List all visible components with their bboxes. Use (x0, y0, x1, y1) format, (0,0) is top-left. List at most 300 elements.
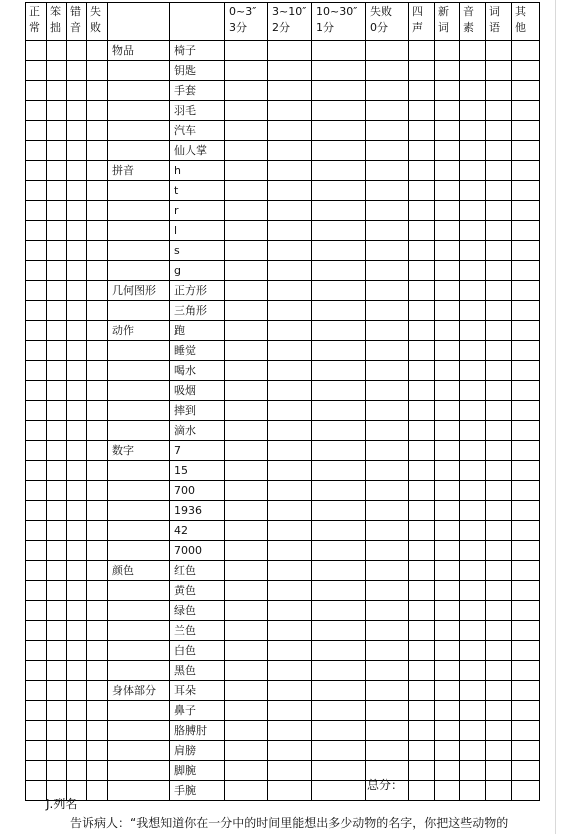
score-cell (26, 381, 47, 401)
score-cell (486, 321, 512, 341)
score-cell (366, 261, 409, 281)
score-cell (26, 341, 47, 361)
table-row (26, 521, 540, 541)
score-cell (268, 61, 312, 81)
item-cell: g (170, 261, 225, 281)
column-header (47, 3, 67, 41)
score-cell (366, 221, 409, 241)
table-body (26, 41, 540, 801)
score-cell (26, 761, 47, 781)
score-cell (225, 301, 268, 321)
score-cell (312, 81, 366, 101)
score-cell (512, 641, 540, 661)
score-cell (486, 61, 512, 81)
column-header-line: 正 (29, 5, 40, 18)
score-cell (512, 341, 540, 361)
score-cell (268, 141, 312, 161)
column-header (312, 3, 366, 41)
score-cell (366, 581, 409, 601)
score-cell (47, 401, 67, 421)
score-cell (268, 301, 312, 321)
score-cell (47, 721, 67, 741)
category-cell (108, 481, 170, 501)
score-cell (225, 121, 268, 141)
score-cell (486, 421, 512, 441)
score-cell (47, 421, 67, 441)
score-cell (435, 761, 460, 781)
score-cell (87, 781, 108, 801)
item-cell: 手腕 (170, 781, 225, 801)
score-cell (225, 341, 268, 361)
score-cell (26, 281, 47, 301)
score-cell (26, 201, 47, 221)
score-cell (87, 381, 108, 401)
category-cell (108, 341, 170, 361)
score-cell (47, 121, 67, 141)
column-header-line: 词 (438, 21, 449, 34)
score-cell (268, 401, 312, 421)
score-cell (268, 501, 312, 521)
score-cell (225, 581, 268, 601)
score-cell (512, 621, 540, 641)
total-score-label: 总分： (367, 778, 404, 792)
score-cell (366, 661, 409, 681)
column-header-line: 常 (29, 21, 40, 34)
score-cell (312, 141, 366, 161)
score-cell (268, 541, 312, 561)
item-cell: r (170, 201, 225, 221)
score-cell (87, 441, 108, 461)
score-cell (312, 481, 366, 501)
score-cell (512, 721, 540, 741)
score-cell (460, 741, 486, 761)
score-cell (460, 461, 486, 481)
score-cell (312, 781, 366, 801)
score-cell (409, 601, 435, 621)
score-cell (67, 221, 87, 241)
score-cell (87, 741, 108, 761)
score-cell (67, 41, 87, 61)
category-cell (108, 201, 170, 221)
score-cell (512, 741, 540, 761)
score-cell (460, 261, 486, 281)
score-cell (67, 281, 87, 301)
column-header-line: 3分 (229, 21, 247, 34)
score-cell (47, 301, 67, 321)
table-header-row (26, 3, 540, 41)
score-cell (312, 241, 366, 261)
score-cell (435, 381, 460, 401)
item-cell: 正方形 (170, 281, 225, 301)
score-cell (87, 121, 108, 141)
score-cell (268, 221, 312, 241)
table-row (26, 741, 540, 761)
score-cell (67, 441, 87, 461)
column-header (409, 3, 435, 41)
score-cell (47, 481, 67, 501)
score-cell (486, 121, 512, 141)
score-cell (486, 341, 512, 361)
score-cell (225, 761, 268, 781)
score-cell (87, 601, 108, 621)
score-cell (512, 361, 540, 381)
score-cell (26, 301, 47, 321)
score-cell (87, 621, 108, 641)
score-cell (366, 101, 409, 121)
score-cell (268, 81, 312, 101)
score-cell (47, 501, 67, 521)
table-row (26, 341, 540, 361)
score-cell (312, 561, 366, 581)
category-cell: 动作 (108, 321, 170, 341)
score-cell (486, 401, 512, 421)
score-cell (460, 641, 486, 661)
item-cell: 黄色 (170, 581, 225, 601)
score-cell (486, 361, 512, 381)
score-cell (460, 341, 486, 361)
score-cell (460, 581, 486, 601)
table-row (26, 41, 540, 61)
score-cell (268, 421, 312, 441)
score-cell (409, 741, 435, 761)
score-cell (225, 381, 268, 401)
item-cell: 吸烟 (170, 381, 225, 401)
score-cell (312, 401, 366, 421)
item-cell: h (170, 161, 225, 181)
score-cell (435, 121, 460, 141)
score-cell (225, 621, 268, 641)
score-cell (460, 501, 486, 521)
score-cell (312, 461, 366, 481)
score-cell (409, 761, 435, 781)
score-cell (47, 61, 67, 81)
score-cell (512, 121, 540, 141)
score-cell (225, 261, 268, 281)
score-cell (409, 281, 435, 301)
category-cell (108, 541, 170, 561)
score-cell (512, 241, 540, 261)
column-header (435, 3, 460, 41)
category-cell (108, 241, 170, 261)
score-cell (225, 661, 268, 681)
score-cell (47, 261, 67, 281)
score-cell (225, 241, 268, 261)
score-cell (460, 721, 486, 741)
score-cell (312, 501, 366, 521)
score-cell (312, 61, 366, 81)
score-cell (87, 141, 108, 161)
category-cell (108, 501, 170, 521)
score-cell (67, 181, 87, 201)
item-cell: 汽车 (170, 121, 225, 141)
table-row (26, 81, 540, 101)
score-cell (87, 761, 108, 781)
score-cell (366, 701, 409, 721)
score-cell (87, 301, 108, 321)
score-cell (460, 201, 486, 221)
category-cell (108, 361, 170, 381)
score-cell (486, 741, 512, 761)
score-cell (312, 441, 366, 461)
score-cell (460, 301, 486, 321)
item-cell: 白色 (170, 641, 225, 661)
score-cell (366, 481, 409, 501)
table-row (26, 161, 540, 181)
score-cell (312, 721, 366, 741)
score-cell (486, 501, 512, 521)
category-cell (108, 521, 170, 541)
score-cell (435, 441, 460, 461)
category-cell (108, 401, 170, 421)
score-cell (409, 221, 435, 241)
score-cell (460, 561, 486, 581)
score-cell (512, 421, 540, 441)
score-cell (67, 481, 87, 501)
score-cell (26, 181, 47, 201)
score-cell (268, 761, 312, 781)
score-cell (460, 681, 486, 701)
score-cell (268, 101, 312, 121)
score-cell (409, 61, 435, 81)
column-header-line: 音 (70, 21, 81, 34)
score-cell (225, 441, 268, 461)
score-cell (486, 621, 512, 641)
column-header-line: 词 (489, 5, 500, 18)
score-cell (409, 301, 435, 321)
category-cell (108, 581, 170, 601)
table-row (26, 581, 540, 601)
score-cell (312, 221, 366, 241)
column-header-line: 他 (515, 21, 526, 34)
score-cell (47, 381, 67, 401)
score-cell (435, 341, 460, 361)
score-cell (225, 221, 268, 241)
score-cell (225, 201, 268, 221)
score-cell (87, 361, 108, 381)
column-header (26, 3, 47, 41)
score-cell (225, 181, 268, 201)
score-cell (435, 621, 460, 641)
category-cell (108, 61, 170, 81)
score-cell (435, 561, 460, 581)
column-header (486, 3, 512, 41)
item-cell: t (170, 181, 225, 201)
score-cell (26, 661, 47, 681)
score-cell (87, 101, 108, 121)
score-cell (67, 141, 87, 161)
score-cell (409, 681, 435, 701)
score-cell (312, 541, 366, 561)
score-cell (409, 81, 435, 101)
category-cell (108, 721, 170, 741)
score-cell (47, 521, 67, 541)
score-cell (67, 61, 87, 81)
score-cell (486, 441, 512, 461)
score-cell (435, 221, 460, 241)
column-header (108, 3, 170, 41)
score-cell (409, 541, 435, 561)
score-cell (460, 621, 486, 641)
score-cell (409, 581, 435, 601)
score-cell (435, 181, 460, 201)
table-row (26, 621, 540, 641)
score-cell (409, 441, 435, 461)
category-cell (108, 101, 170, 121)
score-cell (47, 621, 67, 641)
score-cell (67, 301, 87, 321)
score-cell (409, 501, 435, 521)
score-cell (87, 261, 108, 281)
category-cell (108, 221, 170, 241)
score-cell (512, 681, 540, 701)
score-cell (268, 581, 312, 601)
category-cell (108, 741, 170, 761)
score-cell (47, 681, 67, 701)
score-cell (26, 741, 47, 761)
score-cell (26, 681, 47, 701)
score-cell (87, 181, 108, 201)
score-cell (47, 41, 67, 61)
score-cell (312, 421, 366, 441)
score-cell (435, 201, 460, 221)
score-cell (460, 661, 486, 681)
score-cell (435, 61, 460, 81)
column-header-line: 语 (489, 21, 500, 34)
item-cell: 摔到 (170, 401, 225, 421)
score-cell (268, 741, 312, 761)
score-cell (409, 521, 435, 541)
score-cell (435, 421, 460, 441)
table-row (26, 201, 540, 221)
score-cell (87, 521, 108, 541)
score-cell (67, 361, 87, 381)
table-row (26, 661, 540, 681)
score-cell (512, 541, 540, 561)
item-cell: l (170, 221, 225, 241)
score-cell (26, 441, 47, 461)
table-row (26, 101, 540, 121)
column-header-line: 新 (438, 5, 449, 18)
score-cell (409, 101, 435, 121)
score-cell (225, 421, 268, 441)
score-cell (512, 181, 540, 201)
score-cell (268, 121, 312, 141)
score-cell (67, 601, 87, 621)
score-cell (435, 361, 460, 381)
score-cell (26, 161, 47, 181)
score-cell (512, 141, 540, 161)
score-cell (67, 701, 87, 721)
score-cell (460, 241, 486, 261)
score-cell (312, 381, 366, 401)
score-cell (486, 681, 512, 701)
category-cell: 物品 (108, 41, 170, 61)
score-cell (312, 121, 366, 141)
column-header-line: 素 (463, 21, 474, 34)
score-cell (87, 201, 108, 221)
score-cell (435, 641, 460, 661)
table-row (26, 721, 540, 741)
score-cell (435, 501, 460, 521)
score-cell (366, 561, 409, 581)
score-cell (460, 161, 486, 181)
score-cell (26, 141, 47, 161)
score-cell (225, 81, 268, 101)
score-cell (486, 481, 512, 501)
score-cell (47, 161, 67, 181)
score-cell (312, 281, 366, 301)
score-cell (26, 501, 47, 521)
score-cell (512, 201, 540, 221)
score-cell (312, 581, 366, 601)
score-cell (409, 161, 435, 181)
score-cell (47, 321, 67, 341)
score-cell (486, 301, 512, 321)
column-header-line: 2分 (272, 21, 290, 34)
category-cell (108, 261, 170, 281)
score-cell (67, 581, 87, 601)
score-cell (26, 721, 47, 741)
score-cell (460, 381, 486, 401)
item-cell: 42 (170, 521, 225, 541)
score-cell (312, 521, 366, 541)
column-header-line: 10~30″ (316, 5, 358, 18)
score-cell (225, 401, 268, 421)
score-cell (366, 461, 409, 481)
score-cell (312, 41, 366, 61)
score-cell (512, 161, 540, 181)
score-cell (366, 681, 409, 701)
category-cell: 数字 (108, 441, 170, 461)
score-cell (366, 141, 409, 161)
score-cell (268, 721, 312, 741)
score-cell (512, 701, 540, 721)
table-row (26, 401, 540, 421)
score-cell (512, 781, 540, 801)
category-cell (108, 421, 170, 441)
score-cell (366, 521, 409, 541)
score-cell (225, 61, 268, 81)
column-header (225, 3, 268, 41)
score-cell (435, 781, 460, 801)
score-cell (512, 221, 540, 241)
score-cell (409, 481, 435, 501)
table-row (26, 301, 540, 321)
score-cell (312, 321, 366, 341)
score-cell (409, 241, 435, 261)
score-cell (268, 241, 312, 261)
score-cell (268, 621, 312, 641)
item-cell: 兰色 (170, 621, 225, 641)
score-cell (26, 461, 47, 481)
score-cell (26, 561, 47, 581)
column-header-line: 1分 (316, 21, 334, 34)
score-cell (268, 681, 312, 701)
score-cell (486, 241, 512, 261)
table-row (26, 381, 540, 401)
table-row (26, 221, 540, 241)
score-cell (87, 641, 108, 661)
score-cell (47, 741, 67, 761)
score-cell (460, 781, 486, 801)
score-cell (366, 281, 409, 301)
score-cell (512, 261, 540, 281)
score-cell (225, 681, 268, 701)
score-cell (268, 201, 312, 221)
score-cell (87, 341, 108, 361)
category-cell (108, 141, 170, 161)
score-cell (312, 341, 366, 361)
